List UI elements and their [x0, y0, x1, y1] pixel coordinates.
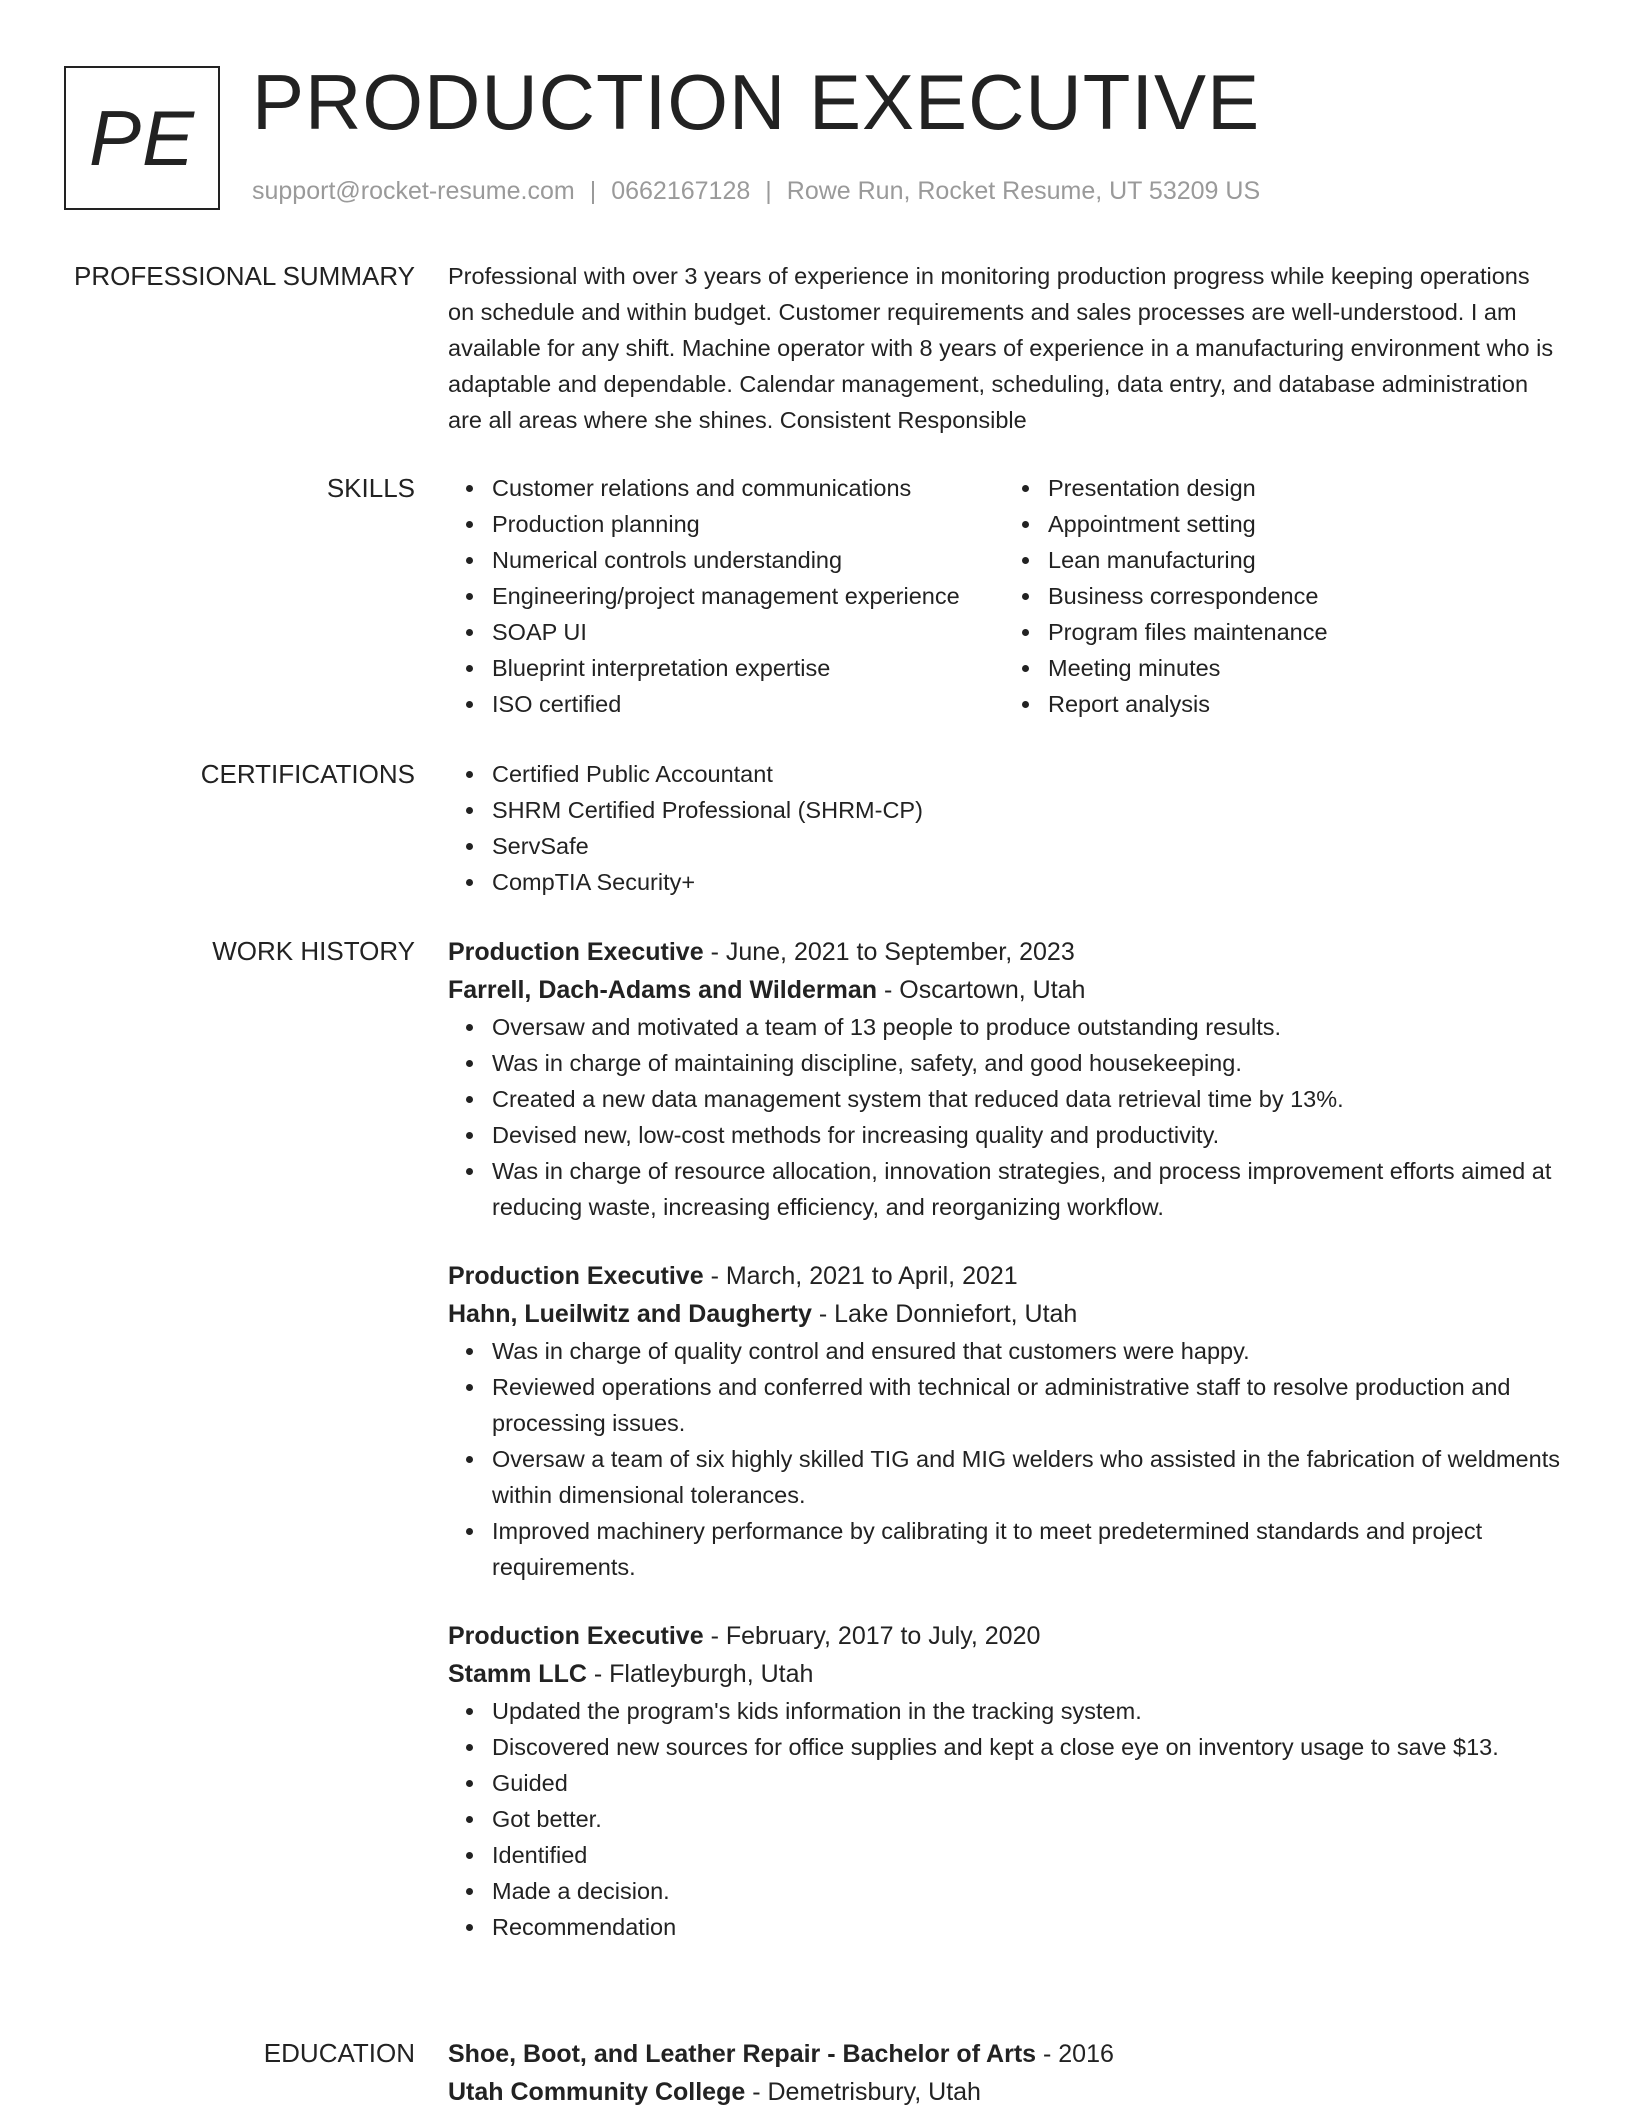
- job-duties-list: [448, 1693, 1560, 1945]
- job-title: Production Executive: [448, 1622, 704, 1650]
- work-history-heading: WORK HISTORY: [212, 936, 415, 966]
- job-duty-item: Reviewed operations and conferred with technical or administrative staff to resolve production and processing issues.: [492, 1369, 1560, 1441]
- skill-item: Appointment setting: [1048, 506, 1560, 542]
- job-company-line: [448, 1655, 1560, 1693]
- education-degree: Shoe, Boot, and Leather Repair - Bachelor of Arts: [448, 2040, 1037, 2068]
- job-title-line: [448, 933, 1560, 971]
- skills-body: [448, 470, 1560, 722]
- job-duty-item: Updated the program's kids information in the tracking system.: [492, 1693, 1560, 1729]
- monogram-box: [64, 66, 220, 210]
- job-duty-item: Guided: [492, 1765, 1560, 1801]
- certifications-list: [448, 756, 1560, 900]
- job-company-line: [448, 971, 1560, 1009]
- contact-separator: |: [765, 177, 772, 205]
- job-duty-item: Got better.: [492, 1801, 1560, 1837]
- education-school-line: [448, 2073, 1560, 2111]
- monogram-initials: PE: [88, 93, 196, 182]
- skill-item: Business correspondence: [1048, 578, 1560, 614]
- job-duties-list: [448, 1009, 1560, 1225]
- skill-item: ISO certified: [492, 686, 1004, 722]
- job-dates: - March, 2021 to April, 2021: [703, 1262, 1018, 1290]
- certification-item: Certified Public Accountant: [492, 756, 1560, 792]
- contact-line: [252, 175, 1260, 207]
- contact-email[interactable]: support@rocket-resume.com: [252, 177, 575, 205]
- job-duty-item: Oversaw a team of six highly skilled TIG and MIG welders who assisted in the fabrication of weldments within dimensional tolerances.: [492, 1441, 1560, 1513]
- job-title: Production Executive: [448, 938, 704, 966]
- skill-item: Production planning: [492, 506, 1004, 542]
- job-location: - Oscartown, Utah: [877, 976, 1086, 1004]
- job-location: - Flatleyburgh, Utah: [586, 1660, 814, 1688]
- job-duties-list: [448, 1333, 1560, 1585]
- certification-item: ServSafe: [492, 828, 1560, 864]
- job-entry: [448, 1617, 1560, 1945]
- skills-list-left: [448, 470, 1004, 722]
- summary-body: [448, 258, 1560, 438]
- job-duty-item: Oversaw and motivated a team of 13 people to produce outstanding results.: [492, 1009, 1560, 1045]
- job-dates: - February, 2017 to July, 2020: [703, 1622, 1041, 1650]
- job-title-line: [448, 1257, 1560, 1295]
- job-duty-item: Was in charge of maintaining discipline, safety, and good housekeeping.: [492, 1045, 1560, 1081]
- skill-item: SOAP UI: [492, 614, 1004, 650]
- skill-item: Blueprint interpretation expertise: [492, 650, 1004, 686]
- contact-phone[interactable]: 0662167128: [611, 177, 751, 205]
- skill-item: Meeting minutes: [1048, 650, 1560, 686]
- job-title-line: [448, 1617, 1560, 1655]
- education-year: - 2016: [1036, 2040, 1114, 2068]
- skills-heading: SKILLS: [326, 473, 415, 503]
- job-company: Farrell, Dach-Adams and Wilderman: [448, 976, 878, 1004]
- skill-item: Report analysis: [1048, 686, 1560, 722]
- job-duty-item: Improved machinery performance by calibrating it to meet predetermined standards and project requirements.: [492, 1513, 1560, 1585]
- work-history-body: [448, 933, 1560, 1945]
- summary-text: Professional with over 3 years of experience in monitoring production progress while keeping operations on schedule and within budget. Customer requirements and sales processes are well-understood. I am available for any shift. Machine operator with 8 years of experience in a manufacturing environment who is adaptable and dependable. Calendar management, scheduling, data entry, and database administration are all areas where she shines. Consistent Responsible: [448, 263, 1554, 433]
- education-heading: EDUCATION: [263, 2038, 415, 2068]
- job-duty-item: Was in charge of resource allocation, innovation strategies, and process improvement efforts aimed at reducing waste, increasing efficiency, and reorganizing workflow.: [492, 1153, 1560, 1225]
- certification-item: CompTIA Security+: [492, 864, 1560, 900]
- job-title: Production Executive: [448, 1262, 704, 1290]
- skill-item: Engineering/project management experience: [492, 578, 1004, 614]
- job-location: - Lake Donniefort, Utah: [811, 1300, 1078, 1328]
- education-school: Utah Community College: [448, 2078, 746, 2106]
- job-duty-item: Identified: [492, 1837, 1560, 1873]
- job-duty-item: Recommendation: [492, 1909, 1560, 1945]
- certification-item: SHRM Certified Professional (SHRM-CP): [492, 792, 1560, 828]
- job-duty-item: Created a new data management system that reduced data retrieval time by 13%.: [492, 1081, 1560, 1117]
- certifications-body: [448, 756, 1560, 900]
- job-company-line: [448, 1295, 1560, 1333]
- summary-heading: PROFESSIONAL SUMMARY: [74, 261, 415, 291]
- resume-title: PRODUCTION EXECUTIVE: [252, 58, 1261, 146]
- education-location: - Demetrisbury, Utah: [745, 2078, 981, 2106]
- job-duty-item: Devised new, low-cost methods for increasing quality and productivity.: [492, 1117, 1560, 1153]
- job-duty-item: Made a decision.: [492, 1873, 1560, 1909]
- job-duty-item: Discovered new sources for office supplies and kept a close eye on inventory usage to save $13.: [492, 1729, 1560, 1765]
- skill-item: Lean manufacturing: [1048, 542, 1560, 578]
- skills-list-right: [1004, 470, 1560, 722]
- skill-item: Numerical controls understanding: [492, 542, 1004, 578]
- education-body: [448, 2035, 1560, 2111]
- job-entry: [448, 1257, 1560, 1585]
- job-entry: [448, 933, 1560, 1225]
- job-dates: - June, 2021 to September, 2023: [703, 938, 1075, 966]
- skill-item: Customer relations and communications: [492, 470, 1004, 506]
- job-duty-item: Was in charge of quality control and ensured that customers were happy.: [492, 1333, 1560, 1369]
- contact-separator: |: [589, 177, 597, 205]
- certifications-heading: CERTIFICATIONS: [200, 759, 415, 789]
- job-company: Hahn, Lueilwitz and Daugherty: [448, 1300, 812, 1328]
- job-company: Stamm LLC: [448, 1660, 587, 1688]
- education-degree-line: [448, 2035, 1560, 2073]
- skill-item: Program files maintenance: [1048, 614, 1560, 650]
- contact-address: Rowe Run, Rocket Resume, UT 53209 US: [786, 177, 1261, 205]
- skill-item: Presentation design: [1048, 470, 1560, 506]
